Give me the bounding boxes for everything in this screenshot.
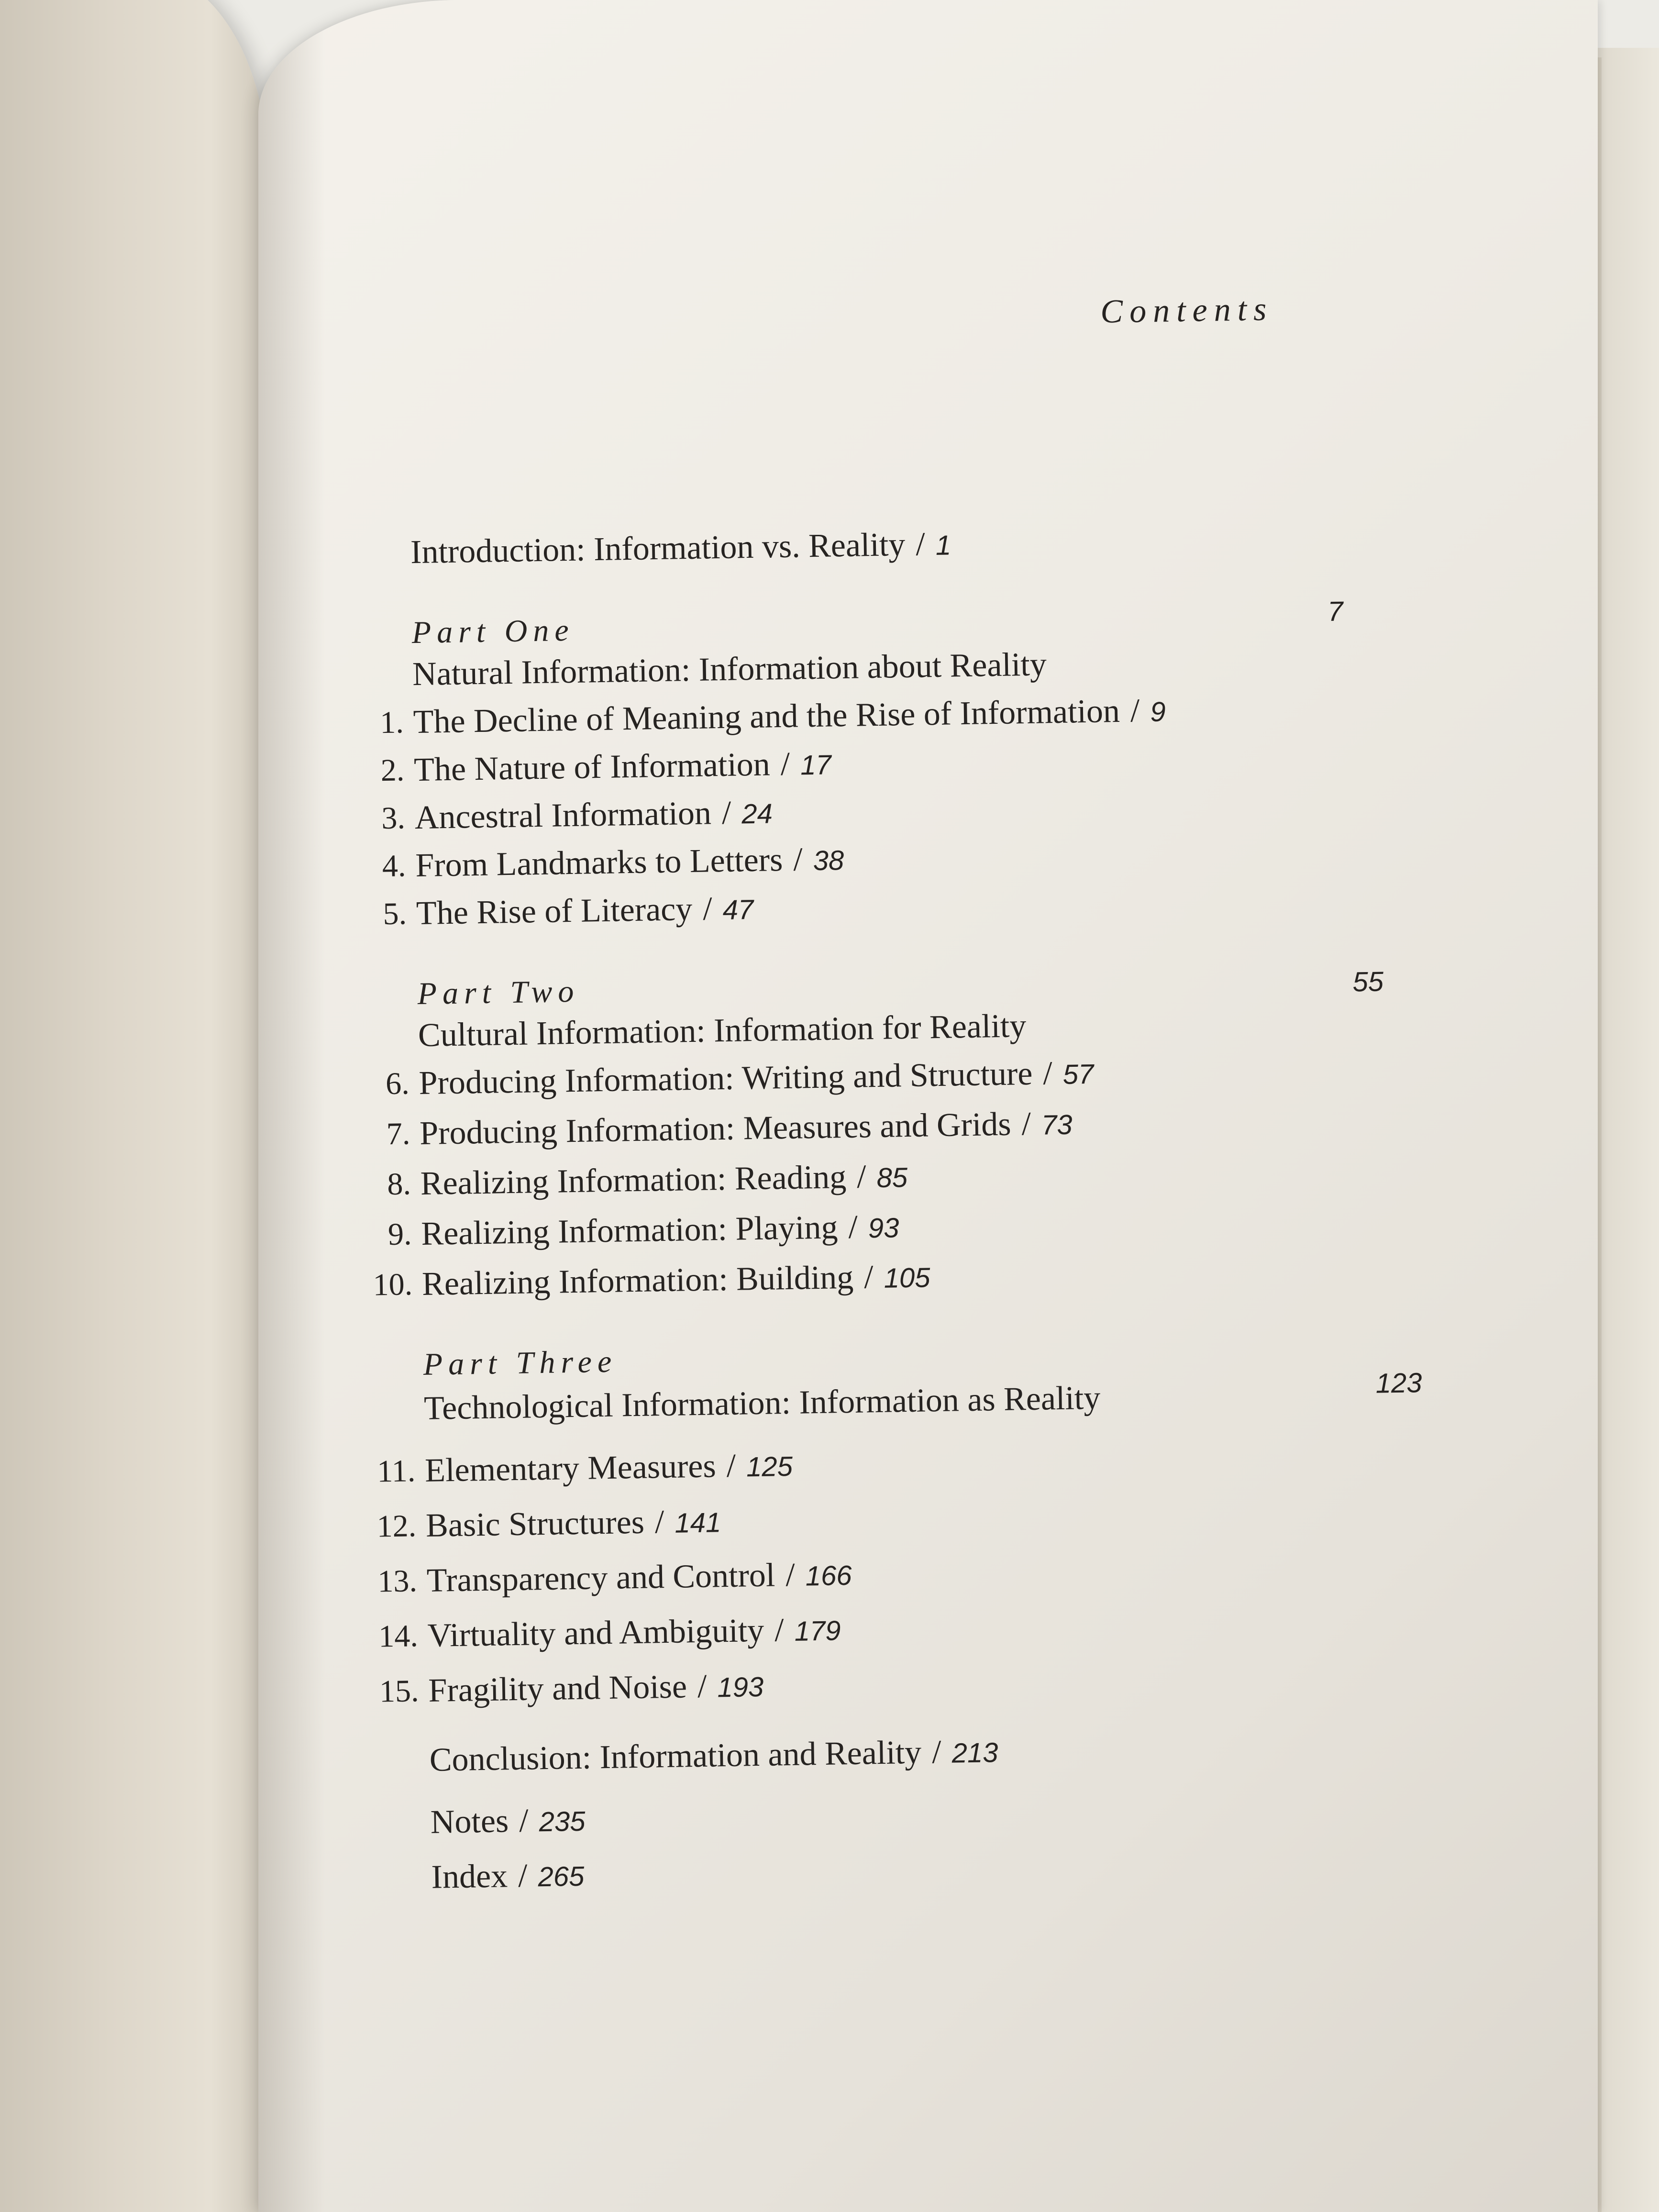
chapter-title: Realizing Information: Reading [420, 1159, 847, 1202]
part-two-title: Cultural Information: Information for Reality [418, 1007, 1027, 1054]
table-of-contents [258, 0, 1598, 2212]
chapter-number: 9. [387, 1217, 412, 1252]
entry-separator: / [848, 1208, 858, 1246]
chapter-number: 2. [380, 752, 405, 788]
chapter-page: 93 [868, 1212, 899, 1244]
entry-separator: / [1021, 1105, 1031, 1143]
entry-separator: / [702, 890, 713, 928]
chapter-title: Elementary Measures [424, 1448, 717, 1489]
part-two-page: 55 [1352, 966, 1384, 998]
chapter-number: 5. [382, 896, 407, 932]
chapter-title: The Rise of Literacy [416, 890, 693, 932]
chapter-number: 6. [385, 1066, 410, 1102]
part-two-label: Part Two [417, 973, 580, 1012]
chapter-title: Transparency and Control [426, 1557, 775, 1599]
chapter-title: Basic Structures [425, 1504, 645, 1544]
chapter-number: 13. [377, 1563, 418, 1599]
entry-separator: / [863, 1259, 874, 1296]
entry-title: Conclusion: Information and Reality [429, 1734, 922, 1779]
chapter-title: The Nature of Information [413, 746, 771, 789]
chapter-page: 105 [884, 1262, 930, 1294]
entry-separator: / [780, 745, 790, 783]
left-facing-page [0, 0, 268, 2212]
entry-page: 235 [539, 1805, 586, 1838]
chapter-page: 141 [674, 1507, 721, 1539]
part-one-label: Part One [411, 612, 575, 651]
chapter-page: 179 [794, 1615, 841, 1647]
chapter-title: Ancestral Information [414, 795, 712, 837]
chapter-page: 47 [722, 894, 754, 926]
chapter-number: 3. [381, 800, 406, 836]
chapter-page: 24 [741, 798, 773, 830]
entry-separator: / [915, 526, 926, 563]
chapter-number: 10. [373, 1267, 413, 1303]
chapter-number: 15. [379, 1673, 420, 1709]
chapter-page: 85 [876, 1161, 908, 1194]
part-three-title: Technological Information: Information as Reality [423, 1379, 1101, 1427]
chapter-number: 11. [376, 1453, 416, 1489]
entry-separator: / [856, 1158, 867, 1195]
chapter-number: 4. [382, 848, 407, 884]
entry-separator: / [1042, 1055, 1053, 1092]
contents-heading: Contents [1100, 290, 1273, 331]
entry-separator: / [726, 1447, 736, 1485]
contents-page [258, 0, 1598, 2212]
chapter-page: 57 [1062, 1058, 1094, 1090]
entry-separator: / [931, 1734, 942, 1771]
entry-title: Notes [430, 1803, 509, 1841]
chapter-title: Producing Information: Measures and Grids [419, 1106, 1012, 1152]
entry-page: 1 [935, 530, 951, 561]
part-one-title: Natural Information: Information about Reality [412, 646, 1047, 693]
part-one-page: 7 [1327, 596, 1344, 628]
entry-separator: / [785, 1556, 796, 1594]
chapter-number: 12. [376, 1508, 417, 1544]
chapter-title: The Decline of Meaning and the Rise of Information [413, 692, 1120, 741]
chapter-page: 166 [805, 1559, 852, 1592]
chapter-title: Producing Information: Writing and Structure [419, 1055, 1033, 1102]
entry-page: 265 [538, 1860, 585, 1893]
chapter-number: 1. [379, 705, 404, 741]
entry-title: Index [431, 1858, 508, 1896]
part-three-label: Part Three [423, 1344, 618, 1382]
chapter-number: 8. [387, 1166, 411, 1202]
chapter-title: Virtuality and Ambiguity [427, 1612, 764, 1654]
chapter-page: 9 [1150, 696, 1166, 728]
chapter-page: 17 [800, 749, 832, 781]
chapter-title: Realizing Information: Playing [420, 1209, 838, 1252]
entry-separator: / [518, 1857, 528, 1894]
chapter-page: 125 [746, 1450, 793, 1483]
chapter-page: 73 [1041, 1109, 1073, 1141]
entry-title: Introduction: Information vs. Reality [410, 526, 906, 571]
chapter-title: Fragility and Noise [428, 1668, 687, 1709]
chapter-number: 7. [386, 1116, 410, 1152]
entry-separator: / [793, 841, 803, 878]
entry-separator: / [774, 1612, 785, 1649]
entry-separator: / [721, 794, 731, 831]
chapter-page: 193 [717, 1671, 764, 1703]
entry-separator: / [1130, 692, 1140, 730]
entry-separator: / [697, 1668, 708, 1705]
chapter-title: From Landmarks to Letters [415, 841, 783, 885]
entry-separator: / [654, 1504, 664, 1541]
chapter-title: Realizing Information: Building [421, 1259, 854, 1303]
entry-page: 213 [951, 1737, 998, 1769]
chapter-page: 38 [813, 844, 844, 877]
part-three-page: 123 [1375, 1367, 1422, 1399]
entry-separator: / [519, 1802, 529, 1839]
chapter-number: 14. [378, 1618, 419, 1654]
